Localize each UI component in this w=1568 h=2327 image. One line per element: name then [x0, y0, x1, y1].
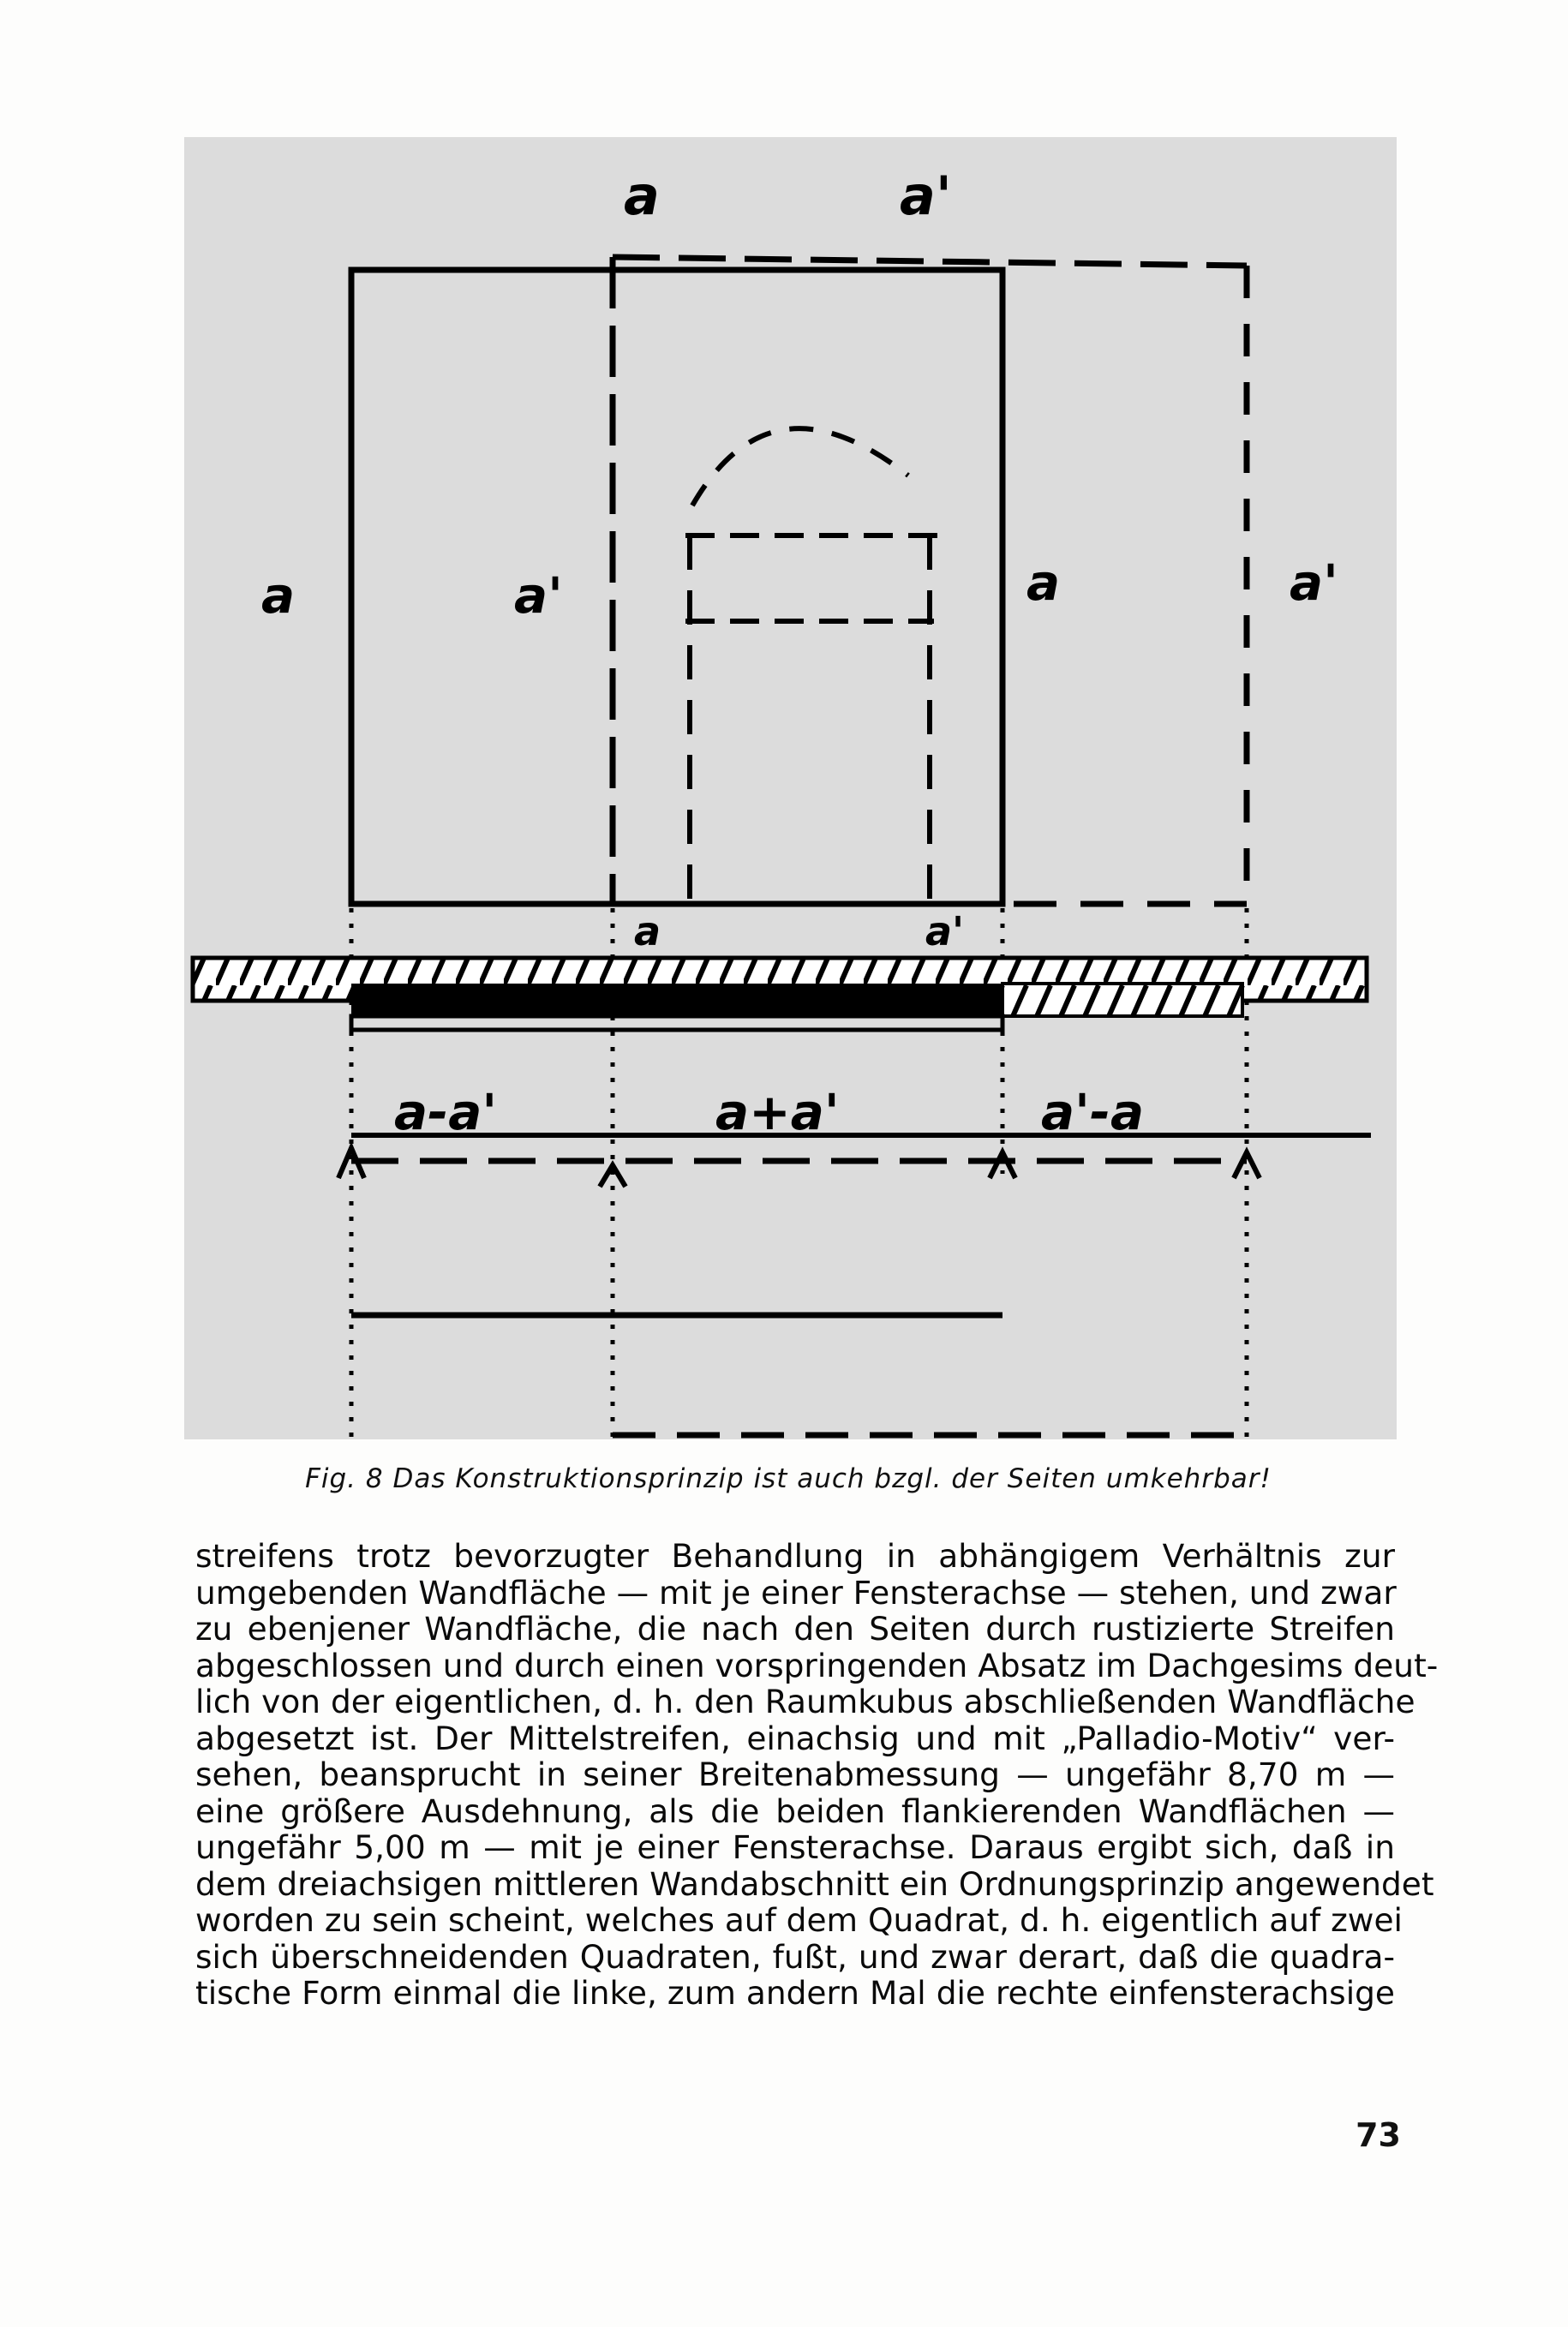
inner-rectangle	[685, 535, 943, 904]
label-mid-right-a: a	[1026, 553, 1061, 612]
label-lower-a-prime: a'	[925, 908, 965, 954]
label-top-a-prime: a'	[900, 165, 952, 227]
text-line: eine größere Ausdehnung, als die beiden flankierenden Wandflächen —	[195, 1792, 1395, 1830]
label-mid-right-a-prime: a'	[1290, 553, 1338, 612]
page-number: 73	[1356, 2116, 1401, 2154]
figure-caption: Fig. 8 Das Konstruktionsprinzip ist auch bzgl. der Seiten umkehrbar!	[305, 1463, 1272, 1494]
text-line: umgebenden Wandfläche — mit je einer Fensterachse — stehen, und zwar	[195, 1573, 1397, 1612]
text-line: sehen, beansprucht in seiner Breitenabmessung — ungefähr 8,70 m —	[195, 1756, 1395, 1793]
text-line: worden zu sein scheint, welches auf dem Quadrat, d. h. eigentlich auf zwei	[195, 1901, 1403, 1939]
text-line: lich von der eigentlichen, d. h. den Raumkubus abschließenden Wandfläche	[195, 1683, 1415, 1720]
label-a-plus-a-prime: a+a'	[715, 1083, 840, 1141]
label-mid-a: a	[261, 566, 296, 625]
label-top-a: a	[624, 165, 660, 227]
text-line: abgeschlossen und durch einen vorspringenden Absatz im Dachgesims deut-	[195, 1646, 1439, 1684]
wall-hatched-segment	[1002, 984, 1242, 1016]
label-a-prime-minus-a: a'-a	[1041, 1083, 1145, 1141]
wall-solid-segment	[351, 984, 1002, 1016]
text-line: ungefähr 5,00 m — mit je einer Fensterachse. Daraus ergibt sich, daß in	[195, 1828, 1395, 1866]
label-a-minus-a-prime: a-a'	[394, 1083, 498, 1141]
wall-underframe	[351, 1016, 1002, 1030]
text-line: sich überschneidenden Quadraten, fußt, und zwar derart, daß die quadra-	[195, 1937, 1395, 1976]
label-lower-a: a	[634, 908, 661, 954]
lower-rectangles	[351, 1161, 1247, 1435]
text-line: zu ebenjener Wandfläche, die nach den Seiten durch rustizierte Streifen	[195, 1610, 1395, 1648]
label-mid-a-prime: a'	[514, 566, 563, 625]
right-square	[613, 257, 1247, 904]
text-line: abgesetzt ist. Der Mittelstreifen, einachsig und mit „Palladio-Motiv“ ver-	[195, 1719, 1395, 1757]
text-line: dem dreiachsigen mittleren Wandabschnitt ein Ordnungsprinzip angewendet	[195, 1864, 1434, 1903]
body-text	[195, 1537, 1439, 2012]
dimension-arrows	[338, 1148, 1260, 1187]
dashed-arc	[692, 428, 908, 505]
text-line: tische Form einmal die linke, zum andern Mal die rechte einfensterachsige	[195, 1974, 1395, 2012]
left-square	[351, 270, 1002, 904]
text-line: streifens trotz bevorzugter Behandlung in abhängigem Verhältnis zur	[195, 1537, 1395, 1575]
